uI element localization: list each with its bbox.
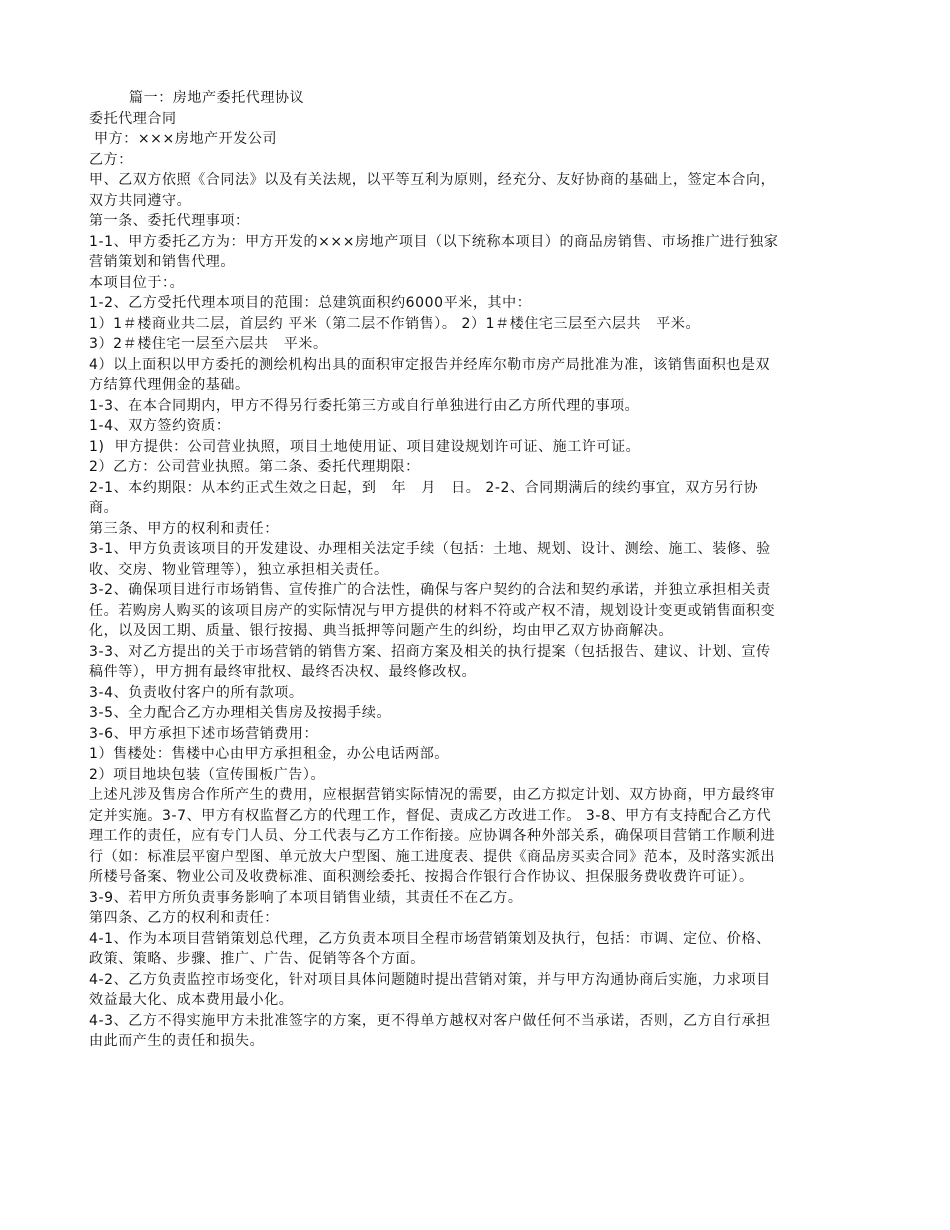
text-line: 3-9、若甲方所负责事务影响了本项目销售业绩，其责任不在乙方。 bbox=[89, 889, 523, 906]
text-line: 所楼号备案、物业公司及收费标准、面积测绘委托、按揭合作银行合作协议、担保服务费收费许可证）。 bbox=[89, 869, 754, 885]
text-line: 3-5、全力配合乙方办理相关售房及按揭手续。 bbox=[89, 705, 392, 721]
text-line: 商。 bbox=[89, 500, 119, 516]
text-line: 3-2、确保项目进行市场销售、宣传推广的合法性，确保与客户契约的合法和契约承诺，并独立承担相关责 bbox=[89, 582, 771, 598]
text-line: 1）售楼处：售楼中心由甲方承担租金，办公电话两部。 bbox=[89, 746, 449, 762]
text-line: 3-4、负责收付客户的所有款项。 bbox=[89, 684, 304, 701]
text-line: 稿件等），甲方拥有最终审批权、最终否决权、最终修改权。 bbox=[89, 664, 477, 680]
text-line: 化，以及因工期、质量、银行按揭、典当抵押等问题产生的纠纷，均由甲乙双方协商解决。 bbox=[89, 623, 673, 639]
text-line: 行（如：标准层平窗户型图、单元放大户型图、施工进度表、提供《商品房买卖合同》范本，及时落实派出 bbox=[89, 848, 776, 865]
text-line: 3-1、甲方负责该项目的开发建设、办理相关法定手续（包括：土地、规划、设计、测绘、施工、装修、验 bbox=[89, 541, 771, 557]
text-line: 收、交房、物业管理等），独立承担相关责任。 bbox=[89, 561, 389, 578]
text-line: 1）1＃楼商业共二层，首层约 平米（第二层不作销售）。 2）1＃楼住宅三层至六层共 平米。 bbox=[89, 315, 701, 332]
text-line: 2）项目地块包装（宣传围板广告）。 bbox=[89, 766, 326, 783]
text-line: 4）以上面积以甲方委托的测绘机构出具的面积审定报告并经库尔勒市房产局批准为准，该销售面积也是双 bbox=[89, 356, 771, 373]
section-heading-4: 第四条、乙方的权利和责任： bbox=[89, 910, 279, 926]
party-a-line: 甲方：×××房地产开发公司 bbox=[89, 131, 278, 147]
text-line: 营销策划和销售代理。 bbox=[89, 254, 235, 270]
text-line: 1-1、甲方委托乙方为：甲方开发的×××房地产项目（以下统称本项目）的商品房销售、市场推广进行独家 bbox=[89, 233, 779, 250]
text-line: 定并实施。3-7、甲方有权监督乙方的代理工作，督促、责成乙方改进工作。 3-8、甲方有支持配合乙方代 bbox=[89, 807, 772, 824]
document-body bbox=[89, 88, 864, 1052]
text-line: 任。若购房人购买的该项目房产的实际情况与甲方提供的材料不符或产权不清，规划设计变更或销售面积变 bbox=[89, 602, 776, 619]
text-line: 4-3、乙方不得实施甲方未批准签字的方案，更不得单方越权对客户做任何不当承诺，否则，乙方自行承担 bbox=[89, 1012, 771, 1029]
party-b-line: 乙方： bbox=[89, 151, 133, 168]
text-line: 3-3、对乙方提出的关于市场营销的销售方案、招商方案及相关的执行提案（包括报告、建议、计划、宣传 bbox=[89, 643, 771, 660]
text-line: 1-4、双方签约资质： bbox=[89, 418, 231, 434]
text-line: 双方共同遵守。 bbox=[89, 192, 192, 209]
text-line: 本项目位于：。 bbox=[89, 274, 185, 291]
document-heading: 篇一：房地产委托代理协议 bbox=[129, 90, 305, 106]
text-line: 3）2＃楼住宅一层至六层共 平米。 bbox=[89, 336, 328, 352]
text-line: 4-1、作为本项目营销策划总代理，乙方负责本项目全程市场营销策划及执行，包括：市调、定位、价格、 bbox=[89, 930, 771, 947]
text-line: 理工作的责任，应有专门人员、分工代表与乙方工作衔接。应协调各种外部关系，确保项目营销工作顺利进 bbox=[89, 828, 776, 844]
text-line: 上述凡涉及售房合作所产生的费用，应根据营销实际情况的需要，由乙方拟定计划、双方协商，甲方最终审 bbox=[89, 787, 776, 803]
text-line: 方结算代理佣金的基础。 bbox=[89, 377, 250, 393]
text-line: 由此而产生的责任和损失。 bbox=[89, 1033, 265, 1049]
text-line: 甲、乙双方依照《合同法》以及有关法规，以平等互利为原则，经充分、友好协商的基础上，签定本合向， bbox=[89, 172, 776, 188]
text-line: 1) 甲方提供：公司营业执照，项目土地使用证、项目建设规划许可证、施工许可证。 bbox=[89, 438, 641, 455]
text-line: 2）乙方：公司营业执照。第二条、委托代理期限： bbox=[89, 459, 420, 475]
text-line: 1-3、在本合同期内，甲方不得另行委托第三方或自行单独进行由乙方所代理的事项。 bbox=[89, 397, 640, 414]
text-line: 2-1、本约期限：从本约正式生效之日起，到 年 月 日。 2-2、合同期满后的续约事宜，双方另行协 bbox=[89, 479, 759, 496]
section-heading-3: 第三条、甲方的权利和责任： bbox=[89, 520, 279, 537]
text-line: 3-6、甲方承担下述市场营销费用： bbox=[89, 725, 319, 742]
text-line: 1-2、乙方受托代理本项目的范围：总建筑面积约6000平米，其中： bbox=[89, 295, 532, 311]
section-heading-1: 第一条、委托代理事项： bbox=[89, 213, 250, 229]
text-line: 政策、策略、步骤、推广、广告、促销等各个方面。 bbox=[89, 951, 425, 967]
text-line: 4-2、乙方负责监控市场变化，针对项目具体问题随时提出营销对策，并与甲方沟通协商后实施，力求项目 bbox=[89, 971, 771, 988]
text-line: 效益最大化、成本费用最小化。 bbox=[89, 992, 294, 1008]
contract-title: 委托代理合同 bbox=[89, 110, 177, 127]
